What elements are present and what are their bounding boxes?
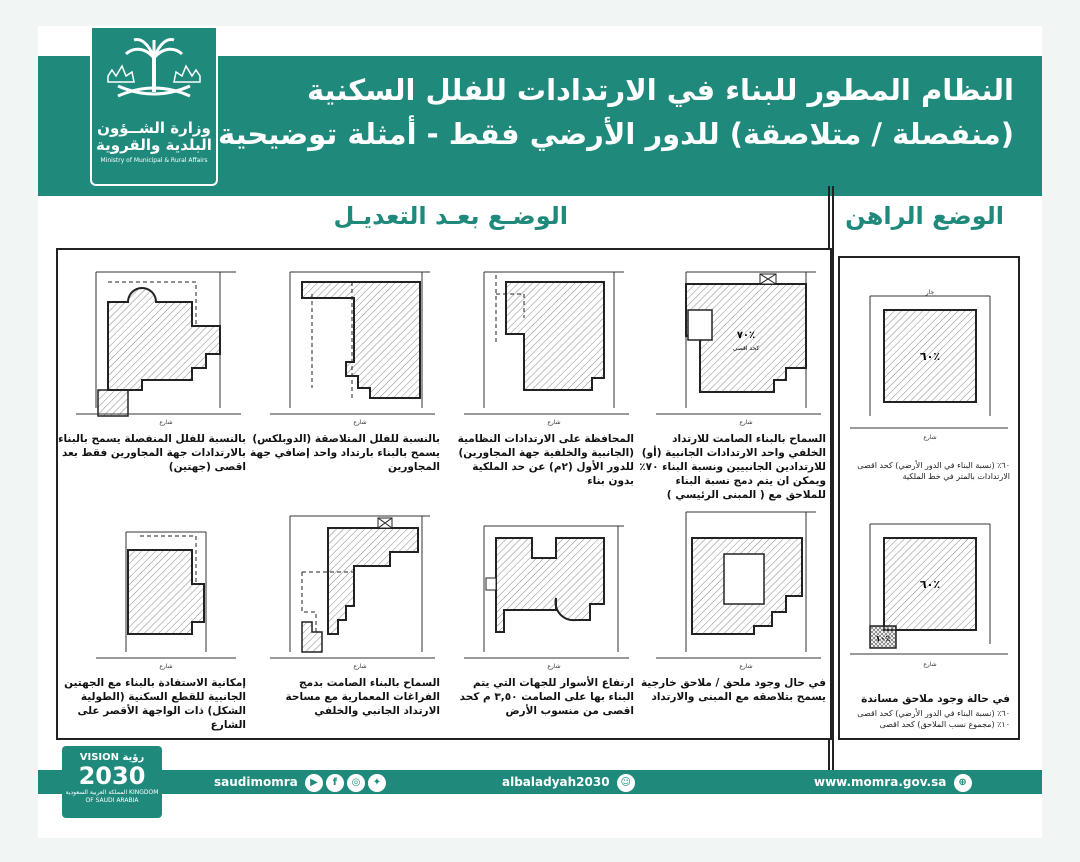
example-caption: بالنسبة للفلل المتلاصقة (الدوبلكس) يسمح بالبناء بارتداد واحد إضافي جهة المجاورين bbox=[250, 433, 440, 473]
legend-setbacks: الارتدادات بالمتر في خط الملكية bbox=[902, 472, 1010, 481]
plan-drawing bbox=[250, 258, 440, 428]
street-label: شارع bbox=[923, 434, 937, 441]
street-label: شارع bbox=[923, 661, 937, 668]
example-1-4 bbox=[56, 258, 246, 474]
youtube-icon[interactable]: ▶ bbox=[305, 774, 323, 792]
vision-kingdom: المملكة العربية السعودية KINGDOM OF SAUDI ARABIA bbox=[65, 789, 159, 804]
snapchat-icon[interactable]: ☺ bbox=[617, 774, 635, 792]
vision-label: VISION رؤية bbox=[79, 752, 145, 763]
example-2-1 bbox=[636, 502, 826, 704]
current-legend-2 bbox=[840, 706, 1018, 732]
annex-percent-label: ١٠٪ bbox=[875, 634, 891, 643]
plan-drawing bbox=[250, 502, 440, 672]
website-group bbox=[814, 770, 972, 794]
infographic-sheet bbox=[38, 26, 1042, 838]
legend-coverage: ٦٠٪ (نسبة البناء في الدور الأرضي) كحد اقصى bbox=[857, 709, 1010, 718]
social-handle[interactable]: saudimomra bbox=[214, 775, 298, 789]
example-1-2 bbox=[444, 258, 634, 488]
website-link[interactable]: www.momra.gov.sa bbox=[814, 775, 947, 789]
title-line-1: النظام المطور للبناء في الارتدادات للفلل السكنية bbox=[306, 73, 1014, 107]
logo-arabic-name bbox=[96, 120, 212, 154]
section-current-title: الوضع الراهن bbox=[845, 202, 1004, 230]
neighbor-label: جار bbox=[925, 289, 935, 296]
plan-drawing bbox=[56, 502, 246, 672]
coverage-percent-label: ٧٠٪ bbox=[736, 330, 756, 341]
street-label: شارع bbox=[159, 419, 173, 426]
logo-line-2: البلدية والقروية bbox=[96, 136, 212, 154]
example-caption: إمكانية الاستفادة بالبناء مع الجهتين الجانبية للقطع السكنية (الطولية الشكل) ذات الواجهة الأقصر على الشارع bbox=[64, 677, 246, 731]
current-state-panel bbox=[838, 256, 1020, 740]
vision-year: 2030 bbox=[78, 762, 146, 790]
street-label: شارع bbox=[353, 419, 367, 426]
plan-drawing bbox=[444, 502, 634, 672]
snapchat-group bbox=[502, 770, 635, 794]
globe-icon[interactable]: ⊕ bbox=[954, 774, 972, 792]
logo-line-1: وزارة الشــؤون bbox=[97, 119, 211, 137]
street-label: شارع bbox=[547, 419, 561, 426]
example-1-1 bbox=[636, 258, 826, 502]
plan-drawing bbox=[444, 258, 634, 428]
section-after-title: الوضـع بعـد التعديـل bbox=[333, 202, 568, 230]
example-2-4 bbox=[56, 502, 246, 732]
street-label: شارع bbox=[739, 663, 753, 670]
legend-coverage: ٦٠٪ (نسبة البناء في الدور الأرضي) كحد اقصى bbox=[857, 461, 1010, 470]
title-line-2: (منفصلة / متلاصقة) للدور الأرضي فقط - أمثلة توضيحية bbox=[218, 117, 1014, 151]
coverage-max-label: كحد اقصى bbox=[732, 345, 760, 352]
snapchat-handle[interactable]: albaladyah2030 bbox=[502, 775, 610, 789]
footer-bar bbox=[38, 770, 1042, 794]
current-legend-1 bbox=[840, 460, 1018, 482]
legend-annex: ١٠٪ (مجموع نسب الملاحق) كحد اقصى bbox=[879, 720, 1010, 729]
example-2-2 bbox=[444, 502, 634, 718]
example-1-3 bbox=[250, 258, 440, 474]
logo-english-name: Ministry of Municipal & Rural Affairs bbox=[100, 157, 208, 164]
plan-drawing bbox=[636, 258, 826, 428]
example-caption: ارتفاع الأسوار للجهات التي يتم البناء بها على الصامت ٣,٥٠ م كحد اقصى من منسوب الأرض bbox=[459, 677, 634, 717]
plan-drawing bbox=[56, 258, 246, 428]
after-change-panel bbox=[56, 248, 832, 740]
plan-drawing bbox=[636, 502, 826, 672]
vision-2030-logo bbox=[62, 746, 162, 818]
annex-caption: في حالة وجود ملاحق مساندة bbox=[861, 693, 1010, 705]
palm-swords-icon bbox=[104, 36, 204, 116]
street-label: شارع bbox=[547, 663, 561, 670]
example-2-3 bbox=[250, 502, 440, 718]
example-caption: بالنسبة للفلل المنفصلة يسمح بالبناء بالارتدادات جهة المجاورين فقط بعد اقصى (جهتين) bbox=[58, 433, 246, 473]
street-label: شارع bbox=[159, 663, 173, 670]
coverage-percent-label: ٦٠٪ bbox=[919, 350, 941, 363]
street-label: شارع bbox=[739, 419, 753, 426]
example-caption: السماح بالبناء الصامت للارتداد الخلفي واحد الارتدادات الجانبية (أو) للارتدادين الجانبيين ونسبة البناء ٧٠٪ ويمكن ان يتم دمج نسبة البناء للملاحق مع ( المبنى الرئيسي ) bbox=[639, 433, 826, 501]
street-label: شارع bbox=[353, 663, 367, 670]
ministry-logo bbox=[90, 26, 218, 186]
instagram-icon[interactable]: ◎ bbox=[347, 774, 365, 792]
page-title bbox=[214, 68, 1014, 156]
facebook-icon[interactable]: f bbox=[326, 774, 344, 792]
social-group bbox=[214, 770, 386, 794]
example-caption: في حال وجود ملحق / ملاحق خارجية يسمح بتلاصقه مع المبنى والارتداد bbox=[640, 677, 826, 703]
example-caption: المحافظة على الارتدادات النظامية (الجانبية والخلفية جهة المجاورين) للدور الأول (٢م) عن حد الملكية بدون بناء bbox=[457, 433, 634, 487]
current-plan-2 bbox=[840, 504, 1018, 684]
twitter-icon[interactable]: ✦ bbox=[368, 774, 386, 792]
example-caption: السماح بالبناء الصامت بدمج الفراغات المعمارية مع مساحة الارتداد الجانبي والخلفي bbox=[285, 677, 440, 717]
current-plan-1 bbox=[840, 266, 1018, 456]
coverage-percent-label: ٦٠٪ bbox=[919, 578, 941, 591]
